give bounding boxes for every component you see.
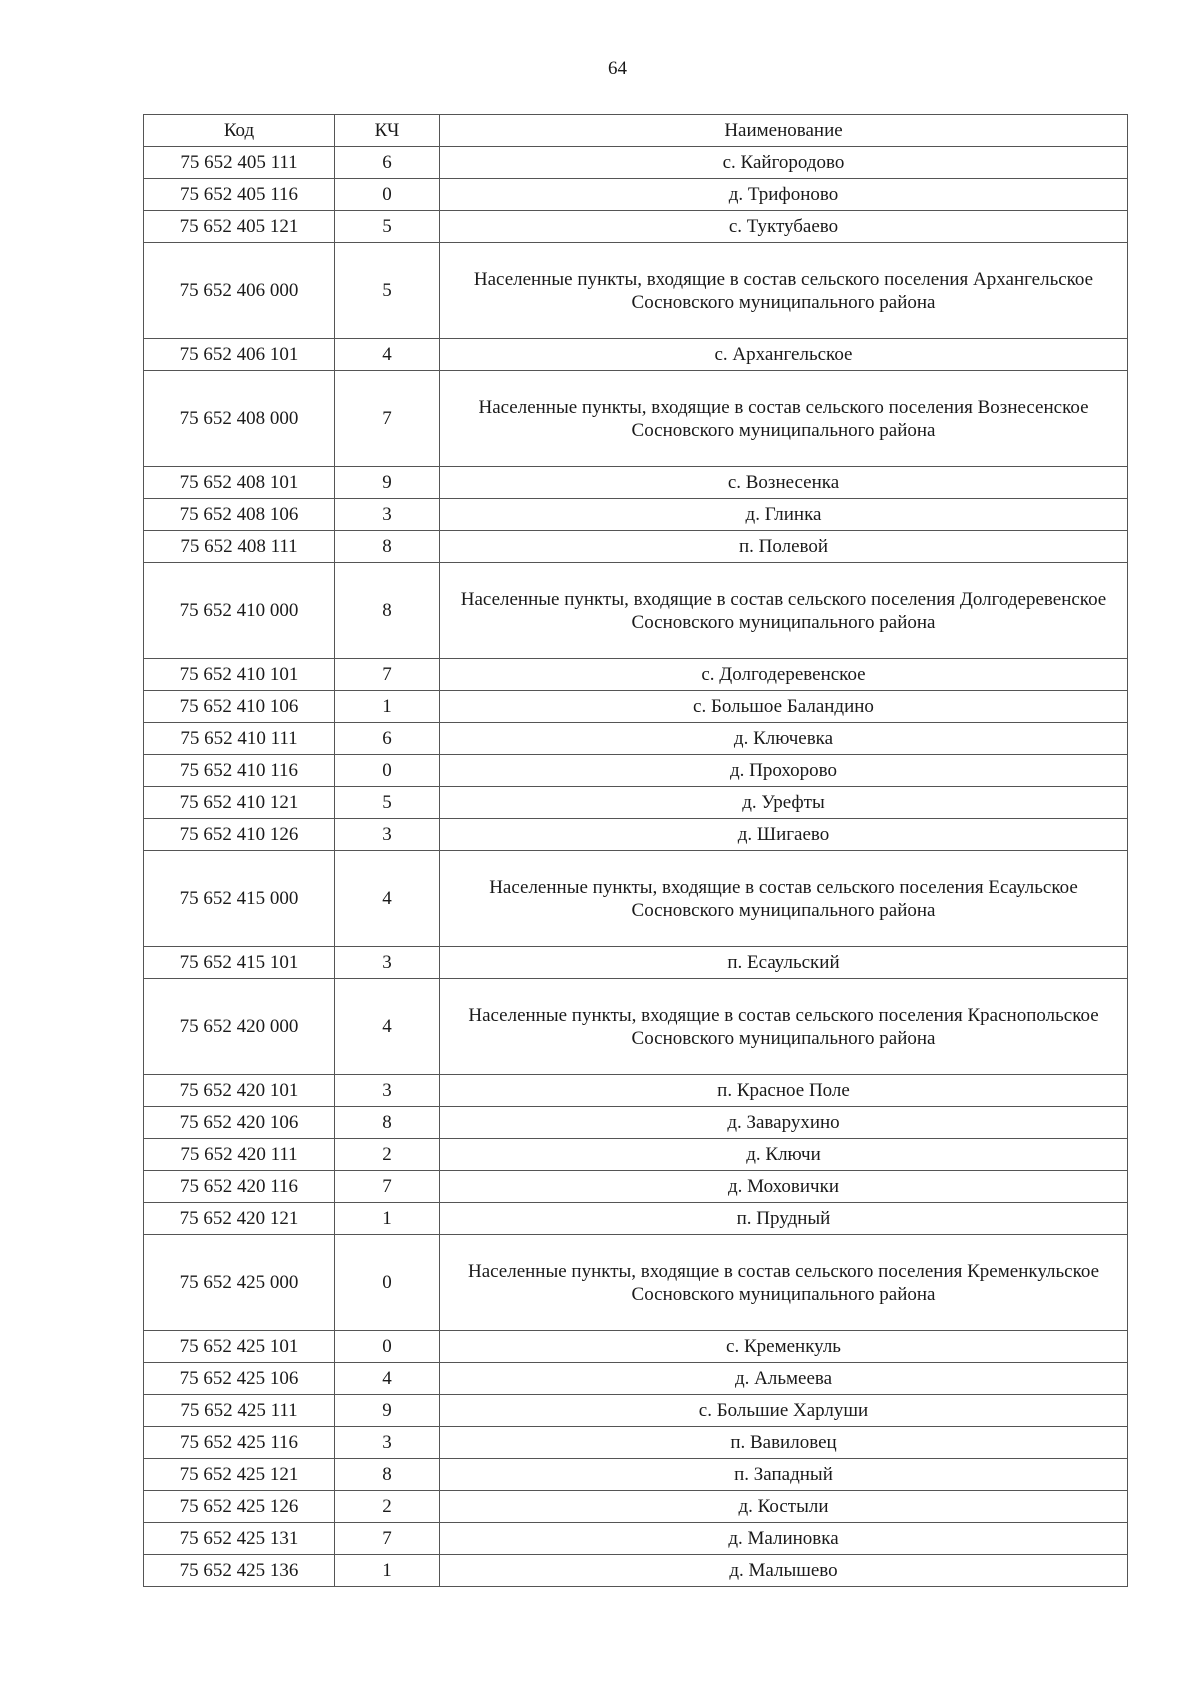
table-row bbox=[144, 1331, 1128, 1363]
cell-name: с. Кайгородово bbox=[440, 147, 1128, 179]
cell-code: 75 652 425 101 bbox=[144, 1331, 335, 1363]
table-row bbox=[144, 1363, 1128, 1395]
table-row bbox=[144, 1139, 1128, 1171]
cell-name: с. Долгодеревенское bbox=[440, 659, 1128, 691]
cell-kch: 7 bbox=[335, 659, 440, 691]
cell-name: д. Урефты bbox=[440, 787, 1128, 819]
cell-code: 75 652 425 121 bbox=[144, 1459, 335, 1491]
header-name: Наименование bbox=[440, 115, 1128, 147]
cell-name: д. Прохорово bbox=[440, 755, 1128, 787]
table-row bbox=[144, 691, 1128, 723]
cell-kch: 4 bbox=[335, 339, 440, 371]
cell-name: д. Костыли bbox=[440, 1491, 1128, 1523]
cell-code: 75 652 420 121 bbox=[144, 1203, 335, 1235]
cell-name: п. Прудный bbox=[440, 1203, 1128, 1235]
cell-code: 75 652 425 116 bbox=[144, 1427, 335, 1459]
cell-code: 75 652 410 121 bbox=[144, 787, 335, 819]
cell-kch: 0 bbox=[335, 179, 440, 211]
cell-name: п. Красное Поле bbox=[440, 1075, 1128, 1107]
table-row bbox=[144, 659, 1128, 691]
cell-name: д. Трифоново bbox=[440, 179, 1128, 211]
cell-kch: 7 bbox=[335, 371, 440, 467]
cell-name: д. Малиновка bbox=[440, 1523, 1128, 1555]
cell-code: 75 652 425 000 bbox=[144, 1235, 335, 1331]
table-row bbox=[144, 755, 1128, 787]
cell-code: 75 652 405 111 bbox=[144, 147, 335, 179]
cell-name: п. Есаульский bbox=[440, 947, 1128, 979]
cell-code: 75 652 420 101 bbox=[144, 1075, 335, 1107]
cell-code: 75 652 410 101 bbox=[144, 659, 335, 691]
cell-code: 75 652 425 131 bbox=[144, 1523, 335, 1555]
cell-kch: 5 bbox=[335, 211, 440, 243]
cell-kch: 3 bbox=[335, 1075, 440, 1107]
cell-code: 75 652 408 106 bbox=[144, 499, 335, 531]
table-row bbox=[144, 147, 1128, 179]
cell-code: 75 652 420 111 bbox=[144, 1139, 335, 1171]
cell-name: п. Полевой bbox=[440, 531, 1128, 563]
cell-kch: 1 bbox=[335, 1555, 440, 1587]
table-row bbox=[144, 499, 1128, 531]
cell-kch: 4 bbox=[335, 1363, 440, 1395]
cell-kch: 6 bbox=[335, 723, 440, 755]
cell-code: 75 652 425 111 bbox=[144, 1395, 335, 1427]
cell-code: 75 652 425 106 bbox=[144, 1363, 335, 1395]
cell-kch: 4 bbox=[335, 979, 440, 1075]
cell-code: 75 652 410 106 bbox=[144, 691, 335, 723]
table-row bbox=[144, 979, 1128, 1075]
cell-code: 75 652 405 121 bbox=[144, 211, 335, 243]
table-row bbox=[144, 563, 1128, 659]
cell-name: с. Архангельское bbox=[440, 339, 1128, 371]
table-row bbox=[144, 947, 1128, 979]
cell-kch: 0 bbox=[335, 755, 440, 787]
table-header-row bbox=[144, 115, 1128, 147]
table-row bbox=[144, 1171, 1128, 1203]
cell-code: 75 652 420 000 bbox=[144, 979, 335, 1075]
table-row bbox=[144, 531, 1128, 563]
table-row bbox=[144, 787, 1128, 819]
cell-name: с. Кременкуль bbox=[440, 1331, 1128, 1363]
cell-kch: 6 bbox=[335, 147, 440, 179]
table-row bbox=[144, 243, 1128, 339]
cell-name: д. Малышево bbox=[440, 1555, 1128, 1587]
cell-name: д. Глинка bbox=[440, 499, 1128, 531]
cell-code: 75 652 405 116 bbox=[144, 179, 335, 211]
cell-kch: 8 bbox=[335, 1459, 440, 1491]
cell-kch: 3 bbox=[335, 499, 440, 531]
cell-code: 75 652 408 111 bbox=[144, 531, 335, 563]
cell-code: 75 652 410 126 bbox=[144, 819, 335, 851]
cell-kch: 1 bbox=[335, 1203, 440, 1235]
cell-name: Населенные пункты, входящие в состав сельского поселения Долгодеревенское Сосновского муниципального района bbox=[440, 563, 1128, 659]
cell-kch: 7 bbox=[335, 1523, 440, 1555]
table-row bbox=[144, 339, 1128, 371]
cell-name: с. Большие Харлуши bbox=[440, 1395, 1128, 1427]
cell-kch: 2 bbox=[335, 1491, 440, 1523]
cell-kch: 3 bbox=[335, 819, 440, 851]
table-row bbox=[144, 1395, 1128, 1427]
cell-kch: 2 bbox=[335, 1139, 440, 1171]
cell-name: Населенные пункты, входящие в состав сельского поселения Архангельское Сосновского муниципального района bbox=[440, 243, 1128, 339]
cell-name: Населенные пункты, входящие в состав сельского поселения Краснопольское Сосновского муниципального района bbox=[440, 979, 1128, 1075]
cell-code: 75 652 410 000 bbox=[144, 563, 335, 659]
cell-kch: 3 bbox=[335, 1427, 440, 1459]
cell-kch: 4 bbox=[335, 851, 440, 947]
cell-code: 75 652 408 101 bbox=[144, 467, 335, 499]
cell-name: д. Заварухино bbox=[440, 1107, 1128, 1139]
cell-code: 75 652 425 136 bbox=[144, 1555, 335, 1587]
cell-name: д. Ключи bbox=[440, 1139, 1128, 1171]
cell-code: 75 652 406 000 bbox=[144, 243, 335, 339]
cell-name: п. Вавиловец bbox=[440, 1427, 1128, 1459]
cell-name: д. Альмеева bbox=[440, 1363, 1128, 1395]
table-body bbox=[144, 147, 1128, 1587]
cell-code: 75 652 406 101 bbox=[144, 339, 335, 371]
cell-kch: 5 bbox=[335, 243, 440, 339]
cell-kch: 8 bbox=[335, 531, 440, 563]
cell-code: 75 652 415 101 bbox=[144, 947, 335, 979]
table-row bbox=[144, 1075, 1128, 1107]
cell-kch: 0 bbox=[335, 1235, 440, 1331]
cell-name: д. Ключевка bbox=[440, 723, 1128, 755]
cell-name: д. Шигаево bbox=[440, 819, 1128, 851]
cell-kch: 0 bbox=[335, 1331, 440, 1363]
cell-kch: 8 bbox=[335, 1107, 440, 1139]
cell-name: п. Западный bbox=[440, 1459, 1128, 1491]
cell-code: 75 652 420 106 bbox=[144, 1107, 335, 1139]
cell-name: с. Туктубаево bbox=[440, 211, 1128, 243]
table-row bbox=[144, 371, 1128, 467]
table-row bbox=[144, 723, 1128, 755]
table-row bbox=[144, 1491, 1128, 1523]
table-row bbox=[144, 851, 1128, 947]
cell-name: Населенные пункты, входящие в состав сельского поселения Кременкульское Сосновского муниципального района bbox=[440, 1235, 1128, 1331]
cell-code: 75 652 408 000 bbox=[144, 371, 335, 467]
cell-kch: 5 bbox=[335, 787, 440, 819]
table-row bbox=[144, 1235, 1128, 1331]
cell-kch: 3 bbox=[335, 947, 440, 979]
cell-code: 75 652 410 111 bbox=[144, 723, 335, 755]
cell-name: с. Вознесенка bbox=[440, 467, 1128, 499]
cell-code: 75 652 415 000 bbox=[144, 851, 335, 947]
table-row bbox=[144, 1555, 1128, 1587]
cell-kch: 9 bbox=[335, 467, 440, 499]
cell-kch: 7 bbox=[335, 1171, 440, 1203]
table-row bbox=[144, 1523, 1128, 1555]
cell-kch: 9 bbox=[335, 1395, 440, 1427]
cell-code: 75 652 410 116 bbox=[144, 755, 335, 787]
cell-kch: 8 bbox=[335, 563, 440, 659]
cell-kch: 1 bbox=[335, 691, 440, 723]
cell-name: с. Большое Баландино bbox=[440, 691, 1128, 723]
settlements-table bbox=[143, 114, 1128, 1587]
table-row bbox=[144, 819, 1128, 851]
table-row bbox=[144, 1427, 1128, 1459]
table-row bbox=[144, 179, 1128, 211]
header-kch: КЧ bbox=[335, 115, 440, 147]
cell-name: Населенные пункты, входящие в состав сельского поселения Вознесенское Сосновского муниципального района bbox=[440, 371, 1128, 467]
cell-code: 75 652 420 116 bbox=[144, 1171, 335, 1203]
page-number: 64 bbox=[608, 58, 627, 79]
table-row bbox=[144, 1459, 1128, 1491]
table-row bbox=[144, 467, 1128, 499]
cell-code: 75 652 425 126 bbox=[144, 1491, 335, 1523]
table-row bbox=[144, 1107, 1128, 1139]
cell-name: Населенные пункты, входящие в состав сельского поселения Есаульское Сосновского муниципального района bbox=[440, 851, 1128, 947]
table-row bbox=[144, 1203, 1128, 1235]
header-code: Код bbox=[144, 115, 335, 147]
table-row bbox=[144, 211, 1128, 243]
cell-name: д. Моховички bbox=[440, 1171, 1128, 1203]
